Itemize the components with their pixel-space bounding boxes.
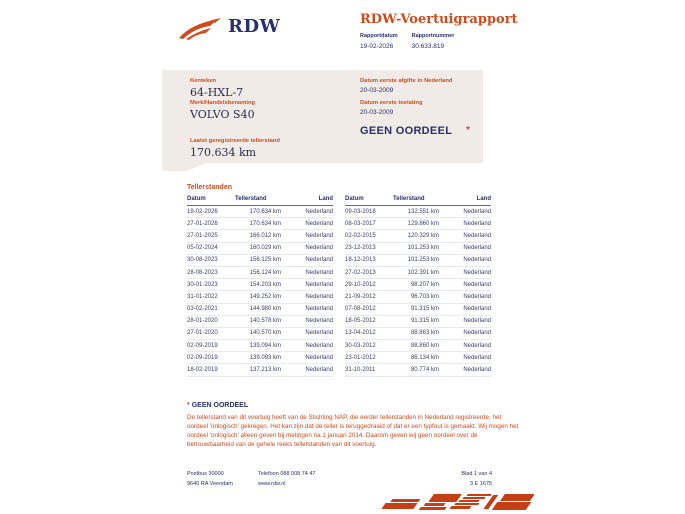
table-row: [187, 242, 333, 254]
cell-datum: 27-01-2020: [187, 327, 235, 339]
table-row: [187, 218, 333, 230]
laatste-tellerstand-label: Laatst geregistreerde tellerstand: [190, 138, 280, 144]
toelating-value: 20-03-2009: [360, 109, 394, 116]
cell-datum: 30-01-2023: [187, 279, 235, 291]
page-title: RDW-Voertuigrapport: [360, 12, 518, 27]
footnote-asterisk: *: [187, 402, 190, 409]
footnote-title: [187, 402, 519, 409]
report-number-block: [412, 33, 455, 50]
table-row: [187, 254, 333, 266]
footer-phone: Telefoon 088 008 74 47: [258, 471, 316, 477]
table-row: [345, 206, 491, 218]
cell-tellerstand: 91.315 km: [393, 315, 453, 327]
verdict-text: GEEN OORDEEL: [360, 125, 453, 137]
toelating-field: [360, 100, 423, 116]
footer-page-info: [392, 469, 492, 489]
rdw-logo-text: RDW: [228, 15, 281, 37]
cell-land: Nederland: [453, 303, 491, 315]
report-date-label: Rapportdatum: [360, 33, 398, 39]
cell-datum: 13-04-2012: [345, 327, 393, 339]
merk-label: Merk/Handelsbenaming: [190, 100, 256, 106]
cell-datum: 18-12-2013: [345, 254, 393, 266]
report-date-value: 19-02-2026: [360, 43, 394, 50]
table-row: [345, 352, 491, 364]
cell-datum: 21-09-2012: [345, 291, 393, 303]
rdw-stripes-icon: [374, 491, 534, 512]
afgifte-field: [360, 78, 452, 94]
table-row: [187, 206, 333, 218]
cell-land: Nederland: [453, 364, 491, 376]
cell-tellerstand: 88.860 km: [393, 340, 453, 352]
table-row: [345, 266, 491, 278]
cell-tellerstand: 137.213 km: [235, 364, 295, 376]
cell-land: Nederland: [453, 291, 491, 303]
cell-tellerstand: 149.252 km: [235, 291, 295, 303]
cell-datum: 08-03-2017: [345, 218, 393, 230]
cell-datum: 09-03-2018: [345, 206, 393, 218]
footer-contact: [258, 469, 316, 489]
footer-address-line1: Postbus 30000: [187, 471, 224, 477]
afgifte-label: Datum eerste afgifte in Nederland: [360, 78, 453, 84]
cell-tellerstand: 139.094 km: [235, 340, 295, 352]
panel-tail-shape: [162, 162, 208, 171]
cell-land: Nederland: [453, 340, 491, 352]
cell-tellerstand: 139.093 km: [235, 352, 295, 364]
table-row: [187, 279, 333, 291]
col-header-tellerstand: Tellerstand: [393, 194, 453, 206]
cell-land: Nederland: [453, 352, 491, 364]
cell-datum: 30-08-2023: [187, 254, 235, 266]
cell-tellerstand: 101.253 km: [393, 242, 453, 254]
cell-tellerstand: 144.980 km: [235, 303, 295, 315]
cell-tellerstand: 166.012 km: [235, 230, 295, 242]
cell-tellerstand: 170.634 km: [235, 218, 295, 230]
cell-datum: 29-10-2012: [345, 279, 393, 291]
cell-land: Nederland: [295, 327, 333, 339]
merk-field: [190, 100, 255, 121]
table-row: [187, 364, 333, 376]
col-header-tellerstand: Tellerstand: [235, 194, 295, 206]
cell-tellerstand: 80.774 km: [393, 364, 453, 376]
cell-land: Nederland: [295, 364, 333, 376]
cell-land: Nederland: [295, 230, 333, 242]
tellerstanden-table-right: [345, 194, 491, 377]
cell-land: Nederland: [453, 242, 491, 254]
cell-tellerstand: 132.551 km: [393, 206, 453, 218]
footnote-body: De tellerstand van dit voertuig heeft van de Stichting NAP, die eerder tellerstanden in Nederland registreerde, het oordeel 'onlogisch' gekregen. Het kan zijn dat de teller is teruggedraaid of dat er een typfout is gemaakt. Wij mogen het oordeel 'onlogisch' alleen geven bij metingen na 1 januari 2014. Daarom geven wij geen oordeel over de betrouwbaarheid van de gehele reeks tellerstanden van dit voertuig.: [187, 414, 519, 448]
cell-datum: 19-02-2026: [187, 206, 235, 218]
table-row: [345, 340, 491, 352]
cell-tellerstand: 154.203 km: [235, 279, 295, 291]
footer-form-code: 3 E 1675: [469, 481, 492, 487]
verdict-asterisk: *: [466, 125, 470, 136]
cell-land: Nederland: [453, 279, 491, 291]
cell-tellerstand: 91.315 km: [393, 303, 453, 315]
report-meta: [360, 33, 454, 50]
table-header-row: [187, 194, 333, 206]
col-header-datum: Datum: [187, 194, 235, 206]
table-row: [345, 230, 491, 242]
cell-land: Nederland: [453, 254, 491, 266]
cell-datum: 05-02-2024: [187, 242, 235, 254]
cell-land: Nederland: [295, 206, 333, 218]
footer-page-number: Blad 1 van 4: [461, 471, 492, 477]
table-row: [345, 291, 491, 303]
cell-tellerstand: 140.570 km: [235, 327, 295, 339]
report-number-label: Rapportnummer: [411, 33, 455, 39]
cell-datum: 27-01-2025: [187, 230, 235, 242]
table-row: [345, 303, 491, 315]
cell-land: Nederland: [295, 303, 333, 315]
cell-datum: 30-03-2012: [345, 340, 393, 352]
table-row: [345, 254, 491, 266]
vehicle-summary-panel: [162, 70, 483, 163]
table-row: [345, 315, 491, 327]
report-number-value: 30.633.819: [411, 43, 445, 50]
rdw-logo: [178, 11, 280, 41]
table-row: [345, 218, 491, 230]
cell-land: Nederland: [453, 315, 491, 327]
cell-datum: 02-09-2019: [187, 340, 235, 352]
kenteken-field: [190, 78, 243, 99]
cell-land: Nederland: [295, 266, 333, 278]
toelating-label: Datum eerste toelating: [360, 100, 423, 106]
cell-land: Nederland: [453, 266, 491, 278]
col-header-datum: Datum: [345, 194, 393, 206]
cell-datum: 28-08-2023: [187, 266, 235, 278]
cell-tellerstand: 102.391 km: [393, 266, 453, 278]
footer-address: [187, 469, 233, 489]
cell-datum: 27-01-2026: [187, 218, 235, 230]
laatste-tellerstand-value: 170.634 km: [190, 146, 257, 159]
cell-datum: 23-12-2013: [345, 242, 393, 254]
kenteken-label: Kenteken: [190, 78, 217, 84]
cell-land: Nederland: [295, 352, 333, 364]
cell-land: Nederland: [453, 206, 491, 218]
cell-land: Nederland: [295, 291, 333, 303]
cell-land: Nederland: [453, 218, 491, 230]
table-row: [345, 327, 491, 339]
table-header-row: [345, 194, 491, 206]
cell-datum: 07-08-2012: [345, 303, 393, 315]
cell-datum: 18-05-2012: [345, 315, 393, 327]
rdw-eagle-icon: [178, 11, 222, 41]
cell-land: Nederland: [295, 254, 333, 266]
cell-datum: 03-02-2021: [187, 303, 235, 315]
cell-tellerstand: 98.207 km: [393, 279, 453, 291]
cell-tellerstand: 129.860 km: [393, 218, 453, 230]
kenteken-value: 64-HXL-7: [190, 86, 244, 99]
tellerstanden-title: Tellerstanden: [187, 184, 232, 191]
table-row: [187, 352, 333, 364]
table-row: [345, 364, 491, 376]
laatste-tellerstand-field: [190, 138, 280, 159]
table-row: [187, 230, 333, 242]
table-row: [187, 266, 333, 278]
cell-tellerstand: 88.863 km: [393, 327, 453, 339]
tellerstanden-table-left: [187, 194, 333, 377]
cell-datum: 18-02-2019: [187, 364, 235, 376]
col-header-land: Land: [453, 194, 491, 206]
footer-address-line2: 9640 RA Veendam: [187, 481, 233, 487]
cell-datum: 28-01-2020: [187, 315, 235, 327]
table-row: [187, 340, 333, 352]
cell-tellerstand: 120.329 km: [393, 230, 453, 242]
cell-datum: 31-01-2022: [187, 291, 235, 303]
cell-datum: 02-09-2019: [187, 352, 235, 364]
cell-land: Nederland: [453, 230, 491, 242]
cell-land: Nederland: [295, 315, 333, 327]
report-date-block: [360, 33, 398, 50]
cell-land: Nederland: [295, 242, 333, 254]
col-header-land: Land: [295, 194, 333, 206]
merk-value: VOLVO S40: [190, 108, 255, 121]
cell-land: Nederland: [295, 279, 333, 291]
cell-tellerstand: 156.124 km: [235, 266, 295, 278]
cell-tellerstand: 156.125 km: [235, 254, 295, 266]
cell-tellerstand: 160.029 km: [235, 242, 295, 254]
cell-tellerstand: 140.578 km: [235, 315, 295, 327]
table-row: [345, 279, 491, 291]
afgifte-value: 20-03-2009: [360, 87, 394, 94]
footnote-title-text: GEEN OORDEEL: [191, 402, 249, 409]
cell-tellerstand: 86.134 km: [393, 352, 453, 364]
cell-tellerstand: 96.703 km: [393, 291, 453, 303]
cell-land: Nederland: [295, 340, 333, 352]
geen-oordeel-footnote: [187, 402, 519, 449]
cell-datum: 31-10-2011: [345, 364, 393, 376]
table-row: [345, 242, 491, 254]
table-row: [187, 291, 333, 303]
cell-datum: 02-02-2015: [345, 230, 393, 242]
cell-tellerstand: 101.253 km: [393, 254, 453, 266]
footer-website-link[interactable]: www.rdw.nl: [258, 481, 286, 487]
table-row: [187, 315, 333, 327]
cell-land: Nederland: [453, 327, 491, 339]
table-row: [187, 303, 333, 315]
cell-land: Nederland: [295, 218, 333, 230]
cell-tellerstand: 170.634 km: [235, 206, 295, 218]
table-row: [187, 327, 333, 339]
cell-datum: 27-02-2013: [345, 266, 393, 278]
cell-datum: 23-01-2012: [345, 352, 393, 364]
